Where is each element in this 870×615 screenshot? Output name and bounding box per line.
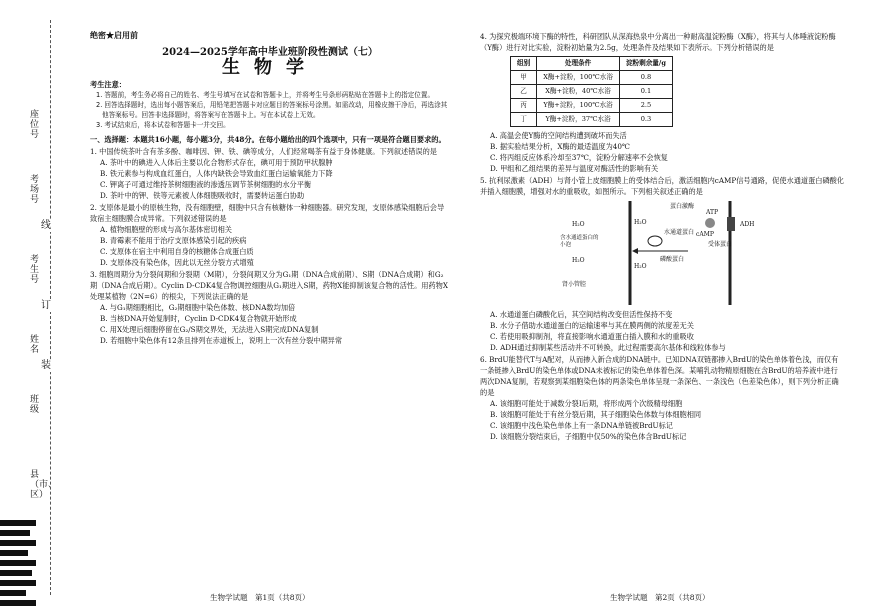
question-4 <box>480 31 845 174</box>
diagram-label: H₂O <box>572 257 585 264</box>
option-a: A. 与G₁期细胞相比，G₂期细胞中染色体数、核DNA数均加倍 <box>100 303 296 312</box>
option-b: B. 该细胞可能处于有丝分裂后期，其子细胞染色体数与体细胞相同 <box>490 410 702 419</box>
diagram-label: H₂O <box>572 221 585 228</box>
option-b: B. 据实验结果分析，X酶的最适温度为40℃ <box>490 142 630 151</box>
diagram-label: cAMP <box>696 231 714 238</box>
question-5 <box>480 175 845 353</box>
binding-mark-zhuang: 装 <box>41 360 51 371</box>
question-stem: 6. BrdU能替代T与A配对，从而掺入新合成的DNA链中。已知DNA双链都掺入BrdU的染色单体着色浅，而仅有一条链掺入BrdU的染色单体或DNA未被标记的染色单体着色深。某哺乳动物精原细胞在含BrdU的培养液中进行两次DNA复制，若观察到某细胞染色体的两条染色单体呈现一条深色、一条浅色（色差染色体），则下列分析正确的是 <box>480 355 839 397</box>
binding-margin <box>0 0 60 615</box>
table-cell: 2.5 <box>619 99 672 113</box>
subject-title: 生物学 <box>222 57 318 78</box>
question-3 <box>90 269 450 346</box>
vesicle-shape <box>648 236 662 246</box>
option-b: B. 铁元素参与构成血红蛋白，人体内缺铁会导致血红蛋白运输氧能力下降 <box>100 169 333 178</box>
binding-mark-ding: 订 <box>41 300 51 311</box>
diagram-label: ADH <box>740 221 755 228</box>
notice-block <box>90 79 450 130</box>
option-d: D. 支原体没有染色体，因此以无丝分裂方式增殖 <box>100 258 254 267</box>
option-c: C. 钾离子可通过维持茶树细胞液的渗透压调节茶树细胞的水分平衡 <box>100 180 312 189</box>
option-d: D. ADH通过抑制某些活动并不可转换，此过程需要高尔基体和线粒体参与 <box>490 343 726 352</box>
table-cell: X酶+淀粉，40℃水浴 <box>537 85 620 99</box>
diagram-label: 含水通道蛋白的小泡 <box>560 235 599 248</box>
class-label: 班级 <box>30 395 40 415</box>
option-a: A. 该细胞可能处于减数分裂Ⅰ后期，将形成两个次级精母细胞 <box>490 399 683 408</box>
enzyme-table <box>510 56 673 127</box>
table-cell: 甲 <box>511 71 537 85</box>
diagram-label: 蛋白激酶 <box>670 203 695 210</box>
diagram-label: 肾小管腔 <box>562 281 587 288</box>
question-stem: 3. 细胞周期分为分裂间期和分裂期（M期），分裂间期又分为G₁期（DNA合成前期）、S期（DNA合成期）和G₂期（DNA合成后期）。Cyclin D-CDK4复合物调控细胞从G₁期进入S期，药物X能抑制该复合物的活性。用药物X处理某植物（2N=6）的根尖，下列说法正确的是 <box>90 270 448 301</box>
table-cell: 0.1 <box>619 85 672 99</box>
name-label: 姓名 <box>30 335 40 355</box>
option-d: D. 若细胞中染色体有12条且排列在赤道板上，说明上一次有丝分裂中期异常 <box>100 336 343 345</box>
table-row <box>511 71 673 85</box>
question-stem: 5. 抗利尿激素（ADH）与肾小管上皮细胞膜上的受体结合后，激活细胞内cAMP信号通路，促使水通道蛋白磷酸化并插入细胞膜，增强对水的重吸收，如图所示。下列相关叙述正确的是 <box>480 176 845 196</box>
option-c: C. 若使用吸抑制剂，将直接影响水通道蛋白插入膜和水的重吸收 <box>490 332 694 341</box>
option-d: D. 甲组和乙组结果的差异与温度对酶活性的影响有关 <box>490 164 659 173</box>
option-a: A. 高温会使Y酶的空间结构遭到破坏而失活 <box>490 131 627 140</box>
table-cell: 丁 <box>511 113 537 127</box>
diagram-label: H₂O <box>634 219 647 226</box>
diagram-label: 受体蛋白 <box>708 241 733 248</box>
table-cell: 0.3 <box>619 113 672 127</box>
table-row <box>511 99 673 113</box>
notice-heading: 考生注意： <box>90 80 126 89</box>
diagram-label: H₂O <box>634 263 647 270</box>
option-c: C. 支原体在宿主中利用自身的核糖体合成蛋白质 <box>100 247 254 256</box>
table-cell: 0.8 <box>619 71 672 85</box>
table-cell: Y酶+淀粉，37℃水浴 <box>537 113 620 127</box>
option-b: B. 当核DNA开始复制时，Cyclin D-CDK4复合物就开始形成 <box>100 314 297 323</box>
page-two-footer: 生物学试题 第2页（共8页） <box>610 593 710 602</box>
question-stem: 1. 中国传统茶叶含有茶多酚、咖啡因、钾、铁、碘等成分，人们经常喝茶有益于身体健康。下列叙述错误的是 <box>90 147 437 156</box>
camp-dot <box>705 218 715 228</box>
binding-mark-xian: 线 <box>41 220 51 231</box>
table-row <box>511 113 673 127</box>
question-6 <box>480 354 845 442</box>
option-d: D. 该细胞分裂结束后，子细胞中仅50%的染色体含BrdU标记 <box>490 432 687 441</box>
option-b: B. 青霉素不能用于治疗支原体感染引起的疾病 <box>100 236 247 245</box>
option-d: D. 茶叶中的钾、铁等元素被人体细胞吸收时，需要转运蛋白协助 <box>100 191 305 200</box>
arrow-head <box>632 248 638 254</box>
question-2 <box>90 202 450 268</box>
table-cell: X酶+淀粉，100℃水浴 <box>537 71 620 85</box>
page-one-footer: 生物学试题 第1页（共8页） <box>210 593 310 602</box>
diagram-label: 水通道蛋白 <box>664 229 695 236</box>
notice-item: 2. 回答选择题时，选出每小题答案后，用铅笔把答题卡对应题目的答案标号涂黑。如需改动，用橡皮擦干净后，再选涂其他答案标号。回答非选择题时，将答案写在答题卡上。写在本试卷上无效。 <box>96 101 448 119</box>
question-1 <box>90 146 450 201</box>
county-label: 县（市、区） <box>30 470 58 500</box>
page-two <box>480 30 845 442</box>
diagram-label: ATP <box>706 209 719 216</box>
adh-diagram <box>560 199 760 307</box>
option-a: A. 水通道蛋白磷酸化后，其空间结构改变但活性保持不变 <box>490 310 673 319</box>
table-cell: 丙 <box>511 99 537 113</box>
question-stem: 2. 支原体是最小的原核生物，没有细胞壁，细胞中只含有核糖体一种细胞器。研究发现，支原体感染细胞后会导致宿主细胞膜合成异常。下列叙述错误的是 <box>90 203 445 223</box>
seat-label: 座位号 <box>30 110 40 140</box>
notice-item: 1. 答题前，考生务必将自己的姓名、考生号填写在试卷和答题卡上，并将考生号条形码粘贴在答题卡上的指定位置。 <box>96 91 435 99</box>
exam-title: 2024—2025学年高中毕业班阶段性测试（七） <box>162 47 378 58</box>
question-stem: 4. 为探究极端环境下酶的特性，科研团队从深海热泉中分离出一种耐高温淀粉酶（X酶），将其与人体唾液淀粉酶（Y酶）进行对比实验，淀粉初始量为2.5g，处理条件及结果如下表所示。下列分析错误的是 <box>480 32 836 52</box>
option-a: A. 植物细胞壁的形成与高尔基体密切相关 <box>100 225 232 234</box>
diagram-label: 磷酸蛋白 <box>660 256 685 263</box>
table-row <box>511 85 673 99</box>
cell-diagram-svg <box>560 199 760 307</box>
table-header: 淀粉剩余量/g <box>619 57 672 71</box>
option-a: A. 茶叶中的碘进入人体后主要以化合物形式存在，碘可用于预防甲状腺肿 <box>100 158 333 167</box>
table-header: 组别 <box>511 57 537 71</box>
confidential-mark: 绝密★启用前 <box>90 30 138 40</box>
table-cell: Y酶+淀粉，100℃水浴 <box>537 99 620 113</box>
section-heading: 一、选择题：本题共16小题，每小题3分，共48分。在每小题给出的四个选项中，只有一项是符合题目要求的。 <box>90 135 446 144</box>
table-cell: 乙 <box>511 85 537 99</box>
option-b: B. 水分子借助水通道蛋白的运输速率与其在膜两侧的浓度差无关 <box>490 321 694 330</box>
room-label: 考场号 <box>30 175 40 205</box>
option-c: C. 将丙组反应体系冷却至37℃，淀粉分解速率不会恢复 <box>490 153 668 162</box>
page-one <box>90 30 450 346</box>
receptor-shape <box>727 217 735 231</box>
exam-number-label: 考生号 <box>30 255 40 285</box>
table-header: 处理条件 <box>537 57 620 71</box>
option-c: C. 该细胞中浅色染色单体上有一条DNA单链被BrdU标记 <box>490 421 673 430</box>
notice-item: 3. 考试结束后，将本试卷和答题卡一并交回。 <box>96 121 230 129</box>
option-c: C. 用X处理后细胞停留在G₂/S期交界处，无法进入S期完成DNA复制 <box>100 325 319 334</box>
